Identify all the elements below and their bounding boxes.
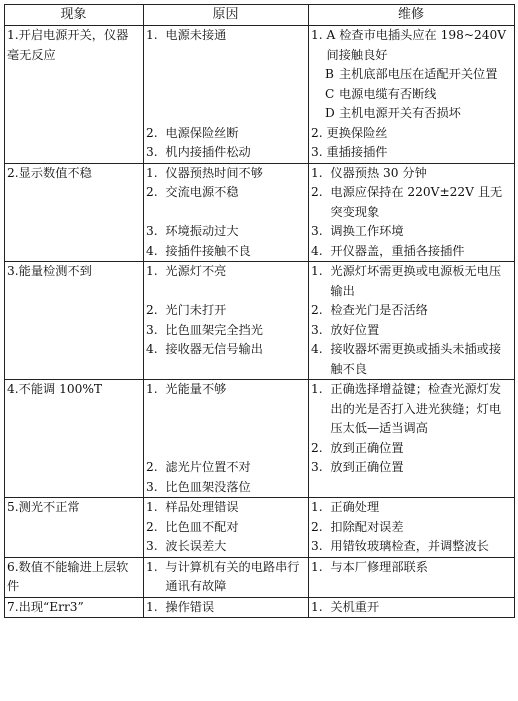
- repair-subitem: [311, 104, 511, 124]
- cause-num: 2.: [146, 303, 158, 317]
- cause-item: [146, 183, 305, 203]
- repair-text: 调换工作环境: [330, 224, 404, 238]
- repair-text: 放到正确位置: [330, 440, 404, 455]
- symptom-text: 7.出现“Err3”: [7, 599, 84, 614]
- repair-num: 4.: [311, 342, 323, 356]
- repair-num: 2.: [311, 440, 323, 455]
- cause-item: [146, 537, 305, 557]
- repair-cell: [309, 597, 515, 618]
- repair-item: [311, 222, 511, 242]
- cause-text: 环境振动过大: [165, 224, 239, 238]
- repair-item: [311, 124, 511, 144]
- cause-cell: [144, 262, 309, 380]
- repair-text: 正确处理: [330, 500, 380, 514]
- cause-num: 3.: [146, 322, 158, 337]
- cause-num: 1.: [146, 28, 158, 42]
- symptom-text: 1.开启电源开关，仪器毫无反应: [7, 28, 129, 62]
- cause-text: 波长误差大: [165, 539, 227, 553]
- repair-num: 1.: [311, 28, 323, 42]
- repair-cell: [309, 557, 515, 597]
- cause-item: [146, 26, 305, 46]
- repair-text: 放到正确位置: [330, 460, 404, 474]
- cause-text: 光能量不够: [165, 382, 227, 396]
- repair-num: 2.: [311, 303, 323, 317]
- repair-num: 3.: [311, 539, 323, 553]
- cause-text: 样品处理错误: [165, 500, 239, 514]
- table-row: [5, 557, 515, 597]
- repair-item: [311, 558, 511, 578]
- cause-text: 仪器预热时间不够: [165, 165, 263, 180]
- repair-cell: [309, 380, 515, 498]
- symptom-cell: [5, 597, 144, 618]
- repair-item: [311, 439, 511, 459]
- symptom-text: 6.数值不能输进上层软件: [7, 559, 129, 593]
- repair-text: 主机底部电压在适配开关位置: [339, 67, 498, 81]
- symptom-cell: [5, 163, 144, 262]
- repair-item: [311, 518, 511, 538]
- symptom-cell: [5, 380, 144, 498]
- repair-num: 3.: [311, 460, 323, 474]
- table-row: [5, 163, 515, 262]
- repair-text: 正确选择增益键；检查光源灯发出的光是否打入进光狭缝；灯电压太低—适当调高: [330, 382, 502, 435]
- table-row: [5, 26, 515, 164]
- cause-num: 1.: [146, 599, 158, 614]
- cause-cell: [144, 26, 309, 164]
- repair-item: [311, 321, 511, 341]
- header-row: [5, 5, 515, 26]
- cause-text: 接插件接触不良: [165, 243, 251, 258]
- table-row: [5, 380, 515, 498]
- cause-num: 1.: [146, 165, 158, 180]
- repair-item: [311, 242, 511, 262]
- repair-subitem: [311, 85, 511, 105]
- cause-item: [146, 262, 305, 282]
- repair-subitem: [311, 65, 511, 85]
- repair-item: [311, 598, 511, 618]
- repair-num: 1.: [311, 500, 323, 514]
- cause-text: 机内接插件松动: [165, 145, 251, 159]
- cause-item: [146, 340, 305, 360]
- repair-item: [311, 262, 511, 301]
- cause-num: 2.: [146, 185, 158, 199]
- repair-text: 扣除配对误差: [330, 519, 404, 534]
- cause-item: [146, 301, 305, 321]
- cause-num: 4.: [146, 243, 158, 258]
- cause-num: 3.: [146, 145, 158, 159]
- cause-item: [146, 321, 305, 341]
- cause-num: 1.: [146, 500, 158, 514]
- cause-text: 接收器无信号输出: [165, 342, 263, 356]
- repair-item: [311, 498, 511, 518]
- cause-num: 2.: [146, 460, 158, 474]
- table-row: [5, 597, 515, 618]
- cause-text: 操作错误: [165, 599, 215, 614]
- cause-num: 1.: [146, 382, 158, 396]
- cause-item: [146, 598, 305, 618]
- repair-text: 放好位置: [330, 322, 380, 337]
- cause-item: [146, 143, 305, 163]
- cause-text: 交流电源不稳: [165, 185, 239, 199]
- cause-num: 2.: [146, 519, 158, 534]
- repair-item: [311, 183, 511, 222]
- cause-text: 滤光片位置不对: [165, 460, 251, 474]
- repair-cell: [309, 262, 515, 380]
- table-row: [5, 498, 515, 558]
- repair-text: 检查光门是否活络: [330, 303, 428, 317]
- repair-cell: [309, 26, 515, 164]
- repair-num: 2.: [311, 125, 323, 140]
- repair-text: 主机电源开关有否损坏: [339, 106, 461, 120]
- repair-num: 3.: [311, 322, 323, 337]
- cause-num: 3.: [146, 224, 158, 238]
- cause-item: [146, 458, 305, 478]
- cause-cell: [144, 597, 309, 618]
- cause-num: 3.: [146, 539, 158, 553]
- repair-num: 2.: [311, 185, 323, 199]
- header-cause: 原因: [144, 5, 309, 26]
- repair-text: 重插接插件: [326, 145, 388, 159]
- repair-sub-label: D: [325, 106, 335, 120]
- cause-item: [146, 164, 305, 184]
- cause-text: 光门未打开: [165, 303, 227, 317]
- repair-text: 电源电缆有否断线: [339, 86, 437, 101]
- repair-num: 1.: [311, 165, 323, 180]
- repair-text: 与本厂修理部联系: [330, 559, 428, 574]
- repair-num: 4.: [311, 243, 323, 258]
- repair-text: 用错钕玻璃检查，并调整波长: [330, 539, 489, 553]
- repair-item: [311, 458, 511, 478]
- repair-num: 1.: [311, 559, 323, 574]
- repair-item: [311, 164, 511, 184]
- repair-num: 3.: [311, 145, 323, 159]
- repair-num: 1.: [311, 599, 323, 614]
- repair-text: 光源灯坏需更换或电源板无电压输出: [330, 264, 502, 298]
- repair-item: [311, 301, 511, 321]
- repair-sub-label: B: [325, 67, 334, 81]
- repair-text: A 检查市电插头应在 198~240V 间接触良好: [326, 28, 507, 62]
- symptom-cell: [5, 498, 144, 558]
- cause-item: [146, 478, 305, 498]
- table-row: [5, 262, 515, 380]
- repair-num: 1.: [311, 264, 323, 278]
- symptom-text: 5.测光不正常: [7, 500, 80, 514]
- repair-sub-label: C: [325, 86, 335, 101]
- cause-text: 比色皿架完全挡光: [165, 322, 263, 337]
- repair-num: 3.: [311, 224, 323, 238]
- symptom-cell: [5, 26, 144, 164]
- cause-text: 比色皿架没落位: [165, 479, 251, 494]
- symptom-text: 4.不能调 100%T: [7, 382, 103, 396]
- cause-item: [146, 380, 305, 400]
- repair-cell: [309, 498, 515, 558]
- repair-num: 1.: [311, 382, 323, 396]
- cause-cell: [144, 557, 309, 597]
- repair-num: 2.: [311, 519, 323, 534]
- cause-text: 电源未接通: [165, 28, 227, 42]
- repair-item: [311, 26, 511, 65]
- cause-cell: [144, 498, 309, 558]
- symptom-cell: [5, 557, 144, 597]
- cause-text: 与计算机有关的电路串行通讯有故障: [165, 559, 300, 593]
- symptom-text: 3.能量检测不到: [7, 264, 92, 278]
- repair-text: 开仪器盖，重插各接插件: [330, 243, 465, 258]
- cause-item: [146, 242, 305, 262]
- symptom-text: 2.显示数值不稳: [7, 165, 92, 180]
- cause-num: 3.: [146, 479, 158, 494]
- cause-num: 2.: [146, 125, 158, 140]
- cause-item: [146, 222, 305, 242]
- cause-item: [146, 558, 305, 597]
- cause-item: [146, 124, 305, 144]
- repair-text: 仪器预热 30 分钟: [330, 165, 427, 180]
- cause-item: [146, 498, 305, 518]
- repair-text: 更换保险丝: [326, 125, 388, 140]
- repair-item: [311, 143, 511, 163]
- repair-cell: [309, 163, 515, 262]
- repair-item: [311, 380, 511, 439]
- repair-item: [311, 340, 511, 379]
- cause-item: [146, 518, 305, 538]
- repair-text: 接收器坏需更换或插头未插或接触不良: [330, 342, 502, 376]
- cause-text: 电源保险丝断: [165, 125, 239, 140]
- header-symptom: 现象: [5, 5, 144, 26]
- cause-text: 比色皿不配对: [165, 519, 239, 534]
- cause-cell: [144, 380, 309, 498]
- header-repair: 维修: [309, 5, 515, 26]
- troubleshooting-table: [4, 4, 515, 618]
- cause-num: 4.: [146, 342, 158, 356]
- cause-num: 1.: [146, 264, 158, 278]
- symptom-cell: [5, 262, 144, 380]
- repair-item: [311, 537, 511, 557]
- cause-num: 1.: [146, 559, 158, 574]
- cause-cell: [144, 163, 309, 262]
- repair-text: 关机重开: [330, 599, 380, 614]
- repair-text: 电源应保持在 220V±22V 且无突变现象: [330, 185, 503, 219]
- cause-text: 光源灯不亮: [165, 264, 227, 278]
